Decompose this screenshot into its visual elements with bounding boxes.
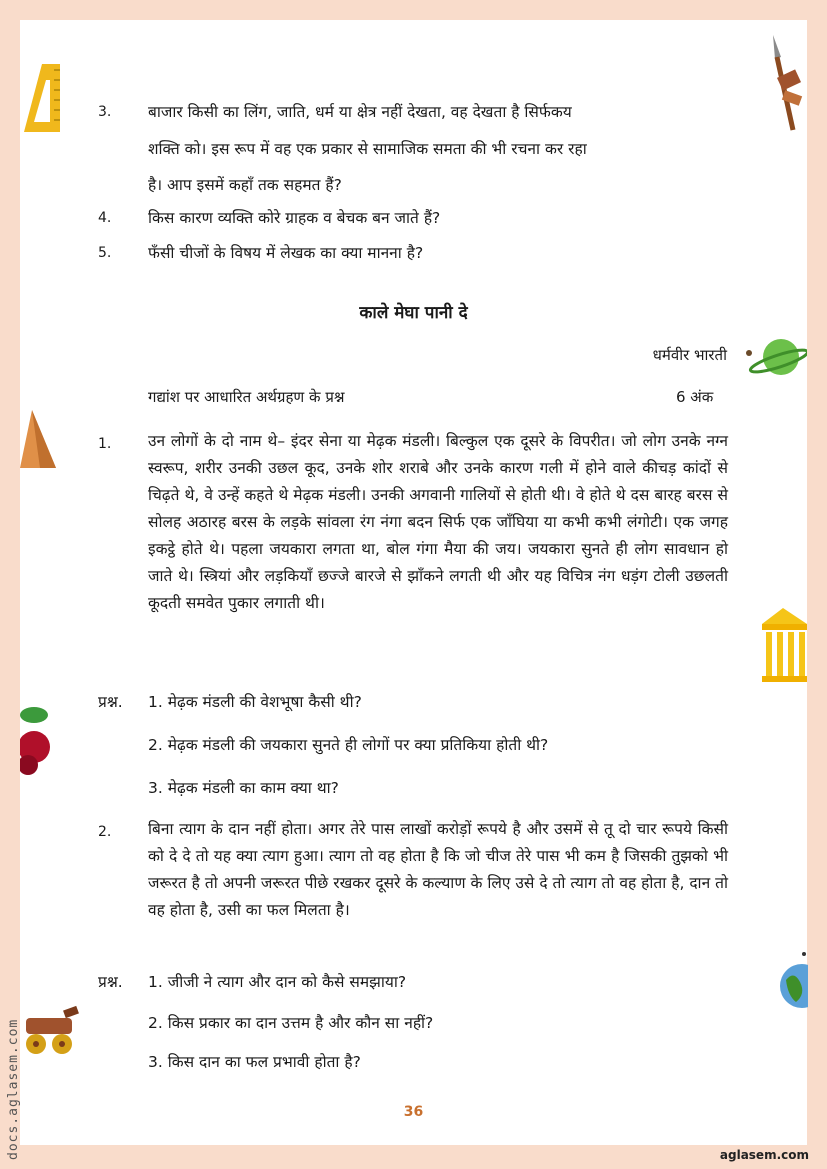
- passage-question: 1. मेढ़क मंडली की वेशभूषा कैसी थी?: [148, 693, 362, 711]
- passage-question: 3. मेढ़क मंडली का काम क्या था?: [148, 779, 339, 797]
- question-number: 5.: [98, 245, 112, 261]
- ruler-icon: [20, 60, 68, 138]
- section-marks: 6 अंक: [676, 388, 714, 406]
- passage-question: 2. किस प्रकार का दान उत्तम है और कौन सा नहीं?: [148, 1014, 434, 1032]
- passage-text: उन लोगों के दो नाम थे– इंदर सेना या मेढ़क मंडली। बिल्कुल एक दूसरे के विपरीत। जो लोग उनके नग्न स्वरूप, शरीर उनकी उछल कूद, उनके शोर शराबे और उनके कारण गली में होने वाले कीचड़ कांदों से चिढ़ते थे, वे उन्हें कहते थे मेढ़क मंडली। उनकी अगवानी गालियों से होती थी। वे होते थे दस बारह बरस से सोलह अठारह बरस के लड़के सांवला रंग नंगा बदन सिर्फ एक जाँघिया या कभी कभी लंगोटी। एक जगह इकट्ठे होते थे। पहला जयकारा लगता था, बोल गंगा मैया की जय। जयकारा सुनते ही लोग सावधान हो जाते थे। स्त्रियां और लड़कियाँ छज्जे बारजे से झाँकने लगती थी और यह विचित्र नंग धड़ंग टोली उछलती कूदती समवेत पुकार लगाती थी।: [148, 432, 728, 612]
- globe-icon: [778, 950, 808, 1020]
- question-line: शक्ति को। इस रूप में वह एक प्रकार से सामाजिक समता की भी रचना कर रहा: [148, 140, 587, 158]
- passage-text: बिना त्याग के दान नहीं होता। अगर तेरे पास लाखों करोड़ों रूपये है और उसमें से तू दो चार रूपये किसी को दे दे तो यह क्या त्याग हुआ। त्याग तो वह होता है कि जो चीज तेरे पास भी कम है जिसकी तुझको भी जरूरत है तो अपनी जरूरत पीछे रखकर दूसरे के कल्याण के लिए उसे दे तो त्याग तो वह होता है, दान तो वह होता है, उसी का फल मिलता है।: [148, 820, 728, 919]
- prashn-label: प्रश्न.: [98, 693, 123, 711]
- author-name: धर्मवीर भारती: [652, 346, 727, 364]
- question-line: फँसी चीजों के विषय में लेखक का क्या मानना है?: [148, 244, 424, 262]
- question-number: 4.: [98, 210, 112, 226]
- passage-question: 2. मेढ़क मंडली की जयकारा सुनते ही लोगों पर क्या प्रतिकिया होती थी?: [148, 736, 549, 754]
- pyramid-icon: [20, 408, 58, 470]
- spear-icon: [765, 35, 810, 135]
- chapter-title: काले मेघा पानी दे: [359, 303, 468, 323]
- cannon-icon: [20, 1000, 82, 1060]
- passage-question: 3. किस दान का फल प्रभावी होता है?: [148, 1053, 361, 1071]
- prashn-label: प्रश्न.: [98, 973, 123, 991]
- question-line: किस कारण व्यक्ति कोरे ग्राहक व बेचक बन जाते हैं?: [148, 209, 441, 227]
- site-label: aglasem.com: [719, 1148, 809, 1162]
- question-line: बाजार किसी का लिंग, जाति, धर्म या क्षेत्र नहीं देखता, वह देखता है सिर्फकय: [148, 103, 572, 121]
- section-heading: गद्यांश पर आधारित अर्थग्रहण के प्रश्न: [148, 388, 345, 406]
- page-number: 36: [403, 1104, 424, 1120]
- temple-icon: [760, 608, 807, 684]
- fruit-icon: [20, 705, 56, 777]
- watermark: docs.aglasem.com: [6, 1018, 21, 1160]
- passage-question: 1. जीजी ने त्याग और दान को कैसे समझाया?: [148, 973, 407, 991]
- planet-icon: [745, 335, 807, 385]
- question-line: है। आप इसमें कहाँ तक सहमत हैं?: [148, 176, 342, 194]
- passage-number: 1.: [98, 436, 112, 452]
- question-number: 3.: [98, 104, 112, 120]
- passage-number: 2.: [98, 824, 112, 840]
